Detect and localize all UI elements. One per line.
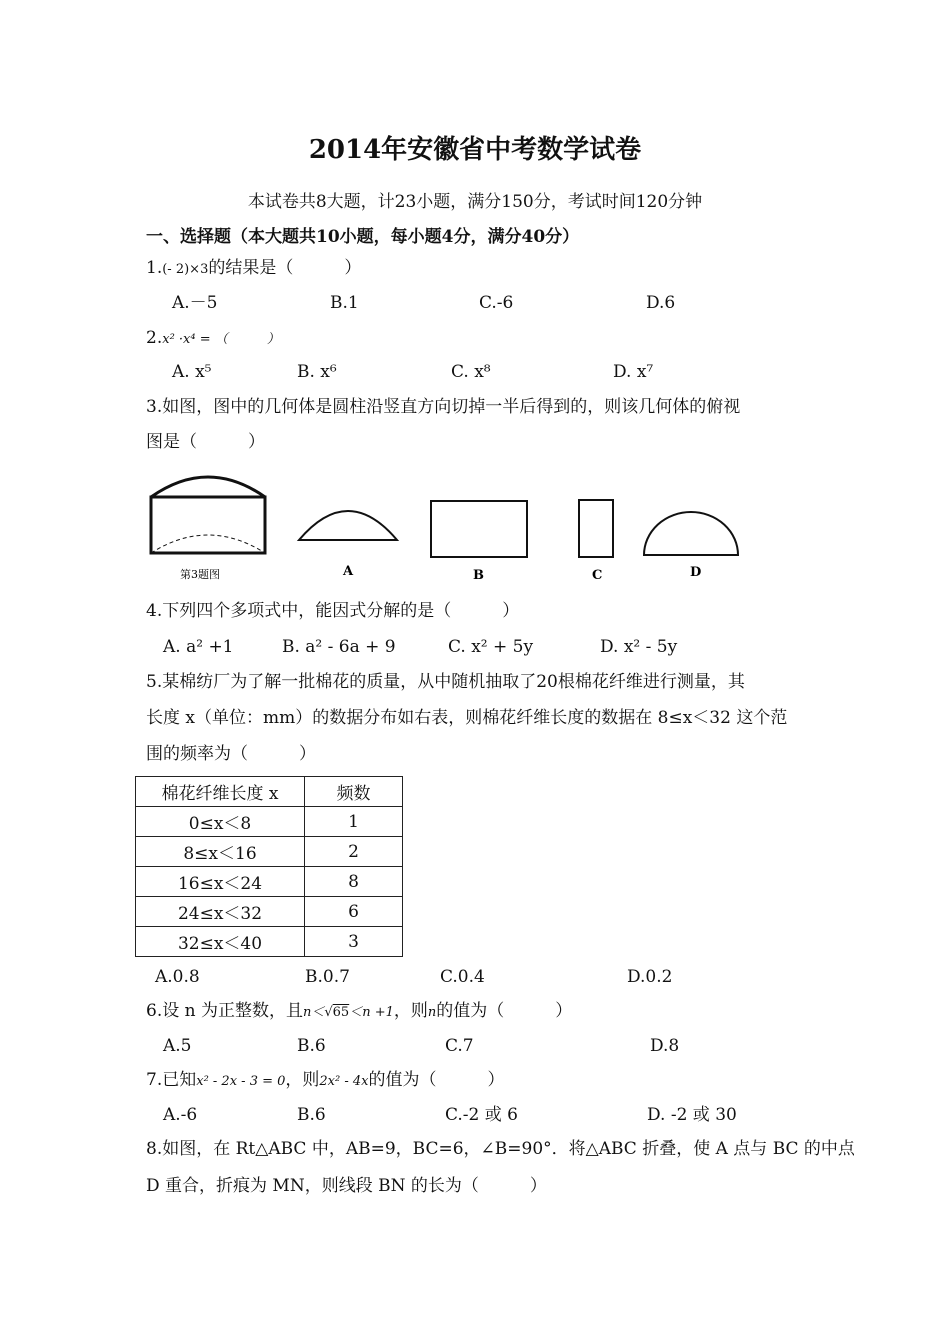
q4-option-c: C. x² + 5y	[448, 637, 534, 657]
math-variable: n	[427, 1005, 437, 1020]
question-1	[146, 258, 361, 280]
option-a-shape	[299, 511, 397, 540]
q6-option-b: B.6	[297, 1036, 326, 1056]
math-expression: x² ·x⁴ = （ ）	[162, 332, 280, 347]
option-a-label: A	[343, 564, 354, 579]
q4-option-d: D. x² - 5y	[600, 637, 678, 657]
option-c-label: C	[592, 568, 603, 583]
table-cell: 8	[305, 867, 403, 897]
figure-caption: 第3题图	[180, 568, 220, 581]
q5-option-d: D.0.2	[627, 967, 673, 987]
table-header-cell: 频数	[305, 777, 403, 807]
table-row	[136, 927, 403, 957]
q7-option-b: B.6	[297, 1105, 326, 1125]
q5-option-c: C.0.4	[440, 967, 485, 987]
table-row	[136, 837, 403, 867]
math-expression: 2x² - 4x	[319, 1074, 369, 1089]
page-title: 2014年安徽省中考数学试卷	[308, 135, 642, 165]
question-5-line3: 围的频率为（ ）	[146, 744, 316, 764]
question-text: 的值为（ ）	[368, 1070, 505, 1090]
question-5-line1: 5.某棉纺厂为了解一批棉花的质量，从中随机抽取了20根棉花纤维进行测量，其	[146, 672, 745, 692]
question-5-line2: 长度 x（单位：mm）的数据分布如右表，则棉花纤维长度的数据在 8≤x＜32 这个范	[146, 708, 788, 728]
q1-option-c: C.-6	[479, 293, 514, 313]
question-text: ，则	[285, 1070, 320, 1090]
q2-option-c: C. x⁸	[451, 362, 491, 382]
table-cell: 1	[305, 807, 403, 837]
question-text: 的结果是（ ）	[208, 258, 362, 278]
q4-option-b: B. a² - 6a + 9	[282, 637, 396, 657]
q6-option-a: A.5	[163, 1036, 192, 1056]
option-b-label: B	[473, 568, 484, 583]
question-7	[146, 1070, 504, 1092]
option-d-label: D	[690, 565, 702, 580]
table-header-cell: 棉花纤维长度 x	[136, 777, 305, 807]
q7-option-c: C.-2 或 6	[445, 1105, 518, 1125]
question-3-line1: 3.如图，图中的几何体是圆柱沿竖直方向切掉一半后得到的，则该几何体的俯视	[146, 397, 741, 417]
half-cylinder-figure	[151, 477, 265, 553]
table-cell: 32≤x＜40	[136, 927, 305, 957]
q2-option-a: A. x⁵	[172, 362, 212, 382]
option-c-shape	[579, 500, 613, 557]
question-4: 4.下列四个多项式中，能因式分解的是（ ）	[146, 601, 520, 621]
exam-info: 本试卷共8大题，计23小题，满分150分，考试时间120分钟	[247, 192, 703, 212]
table-cell: 16≤x＜24	[136, 867, 305, 897]
question-8-line1: 8.如图，在 Rt△ABC 中，AB=9，BC=6，∠B=90°．将△ABC 折叠，使 A 点与 BC 的中点	[146, 1139, 855, 1159]
question-6: 6.设 n 为正整数，且n＜√65＜n +1，则n的值为（ ）	[146, 1001, 573, 1021]
q5-option-a: A.0.8	[155, 967, 200, 987]
table-cell: 8≤x＜16	[136, 837, 305, 867]
question-number: 2.	[146, 328, 163, 348]
table-row	[136, 807, 403, 837]
frequency-table	[135, 776, 403, 957]
q1-option-d: D.6	[646, 293, 676, 313]
q5-option-b: B.0.7	[305, 967, 350, 987]
section-heading: 一、选择题（本大题共10小题，每小题4分，满分40分）	[146, 227, 580, 247]
q6-option-c: C.7	[445, 1036, 474, 1056]
option-b-shape	[431, 501, 527, 557]
question-text: 7.已知	[146, 1070, 197, 1090]
q4-option-a: A. a² +1	[163, 637, 234, 657]
q3-figure	[140, 465, 760, 590]
sqrt-radicand: 65	[332, 1005, 350, 1020]
option-d-shape	[644, 512, 738, 555]
table-cell: 6	[305, 897, 403, 927]
q7-option-a: A.-6	[163, 1105, 198, 1125]
q6-option-d: D.8	[650, 1036, 680, 1056]
table-cell: 3	[305, 927, 403, 957]
q7-option-d: D. -2 或 30	[647, 1105, 737, 1125]
math-expression: n＜	[302, 1005, 325, 1020]
q2-option-d: D. x⁷	[613, 362, 654, 382]
q1-option-b: B.1	[330, 293, 359, 313]
q2-option-b: B. x⁶	[297, 362, 337, 382]
table-cell: 2	[305, 837, 403, 867]
question-text: ，则	[393, 1001, 428, 1021]
question-number: 1.	[146, 258, 163, 278]
question-text: 6.设 n 为正整数，且	[146, 1001, 303, 1021]
question-3-line2: 图是（ ）	[146, 432, 265, 452]
math-expression: x² - 2x - 3 = 0	[196, 1074, 286, 1089]
table-cell: 24≤x＜32	[136, 897, 305, 927]
math-expression: (- 2)×3	[162, 262, 209, 277]
question-2	[146, 328, 280, 350]
q1-option-a: A.－5	[172, 293, 218, 313]
question-text: 的值为（ ）	[436, 1001, 573, 1021]
table-row	[136, 867, 403, 897]
table-header-row	[136, 777, 403, 807]
table-cell: 0≤x＜8	[136, 807, 305, 837]
math-expression: ＜n +1	[349, 1005, 394, 1020]
table-row	[136, 897, 403, 927]
question-8-line2: D 重合，折痕为 MN，则线段 BN 的长为（ ）	[146, 1176, 547, 1196]
